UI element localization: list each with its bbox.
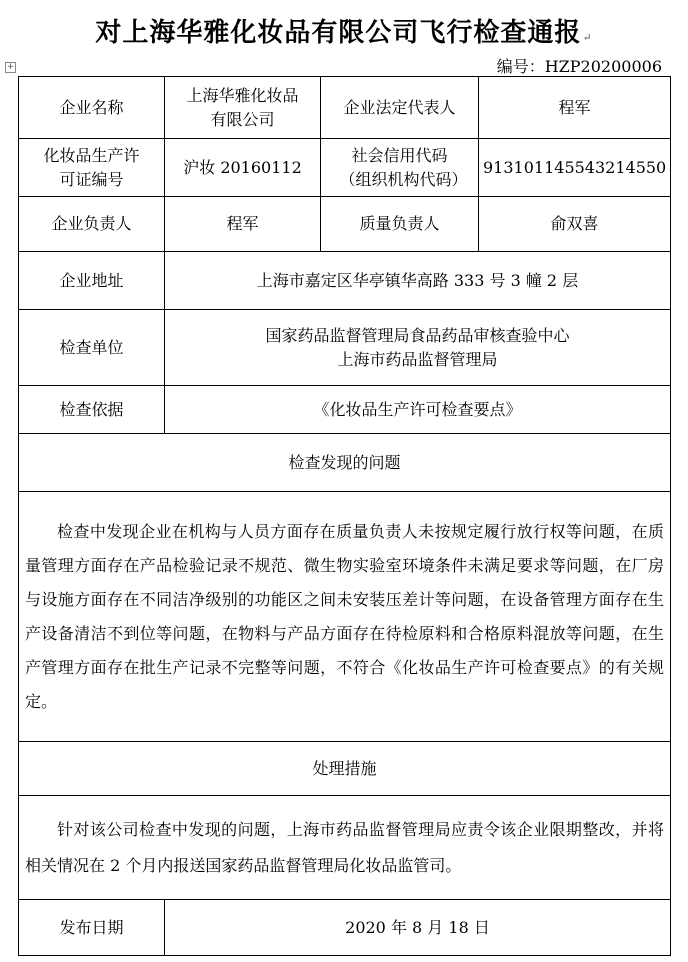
- table-row: [19, 492, 671, 742]
- table-row: [19, 252, 671, 310]
- inspector-name-1: 国家药品监督管理局食品药品审核查验中心: [265, 325, 570, 345]
- company-head-value: 程军: [165, 197, 321, 252]
- paragraph-mark-icon: ↵: [582, 31, 593, 44]
- measures-header: 处理措施: [19, 742, 671, 796]
- legal-rep-value: 程军: [479, 77, 671, 139]
- document-title: 对上海华雅化妆品有限公司飞行检查通报↵: [95, 18, 593, 48]
- document-number: 编号：HZP20200006: [496, 57, 662, 76]
- company-name-label: 企业名称: [19, 77, 165, 139]
- credit-code-value: 913101145543214550: [479, 139, 671, 197]
- inspection-report-table: [18, 76, 671, 956]
- date-label: 发布日期: [19, 900, 165, 956]
- quality-head-label: 质量负责人: [321, 197, 479, 252]
- company-name-value: 上海华雅化妆品有限公司: [165, 77, 321, 139]
- company-head-label: 企业负责人: [19, 197, 165, 252]
- address-value: 上海市嘉定区华亭镇华高路 333 号 3 幢 2 层: [165, 252, 671, 310]
- table-row: [19, 434, 671, 492]
- findings-header: 检查发现的问题: [19, 434, 671, 492]
- findings-text: 检查中发现企业在机构与人员方面存在质量负责人未按规定履行放行权等问题，在质量管理方面存在产品检验记录不规范、微生物实验室环境条件未满足要求等问题，在厂房与设施方面存在不同洁净级别的功能区之间未安装压差计等问题，在设备管理方面存在生产设备清洁不到位等问题，在物料与产品方面存在待检原料和合格原料混放等问题，在生产管理方面存在批生产记录不完整等问题，不符合《化妆品生产许可检查要点》的有关规定。: [19, 492, 671, 742]
- inspector-name-2: 上海市药品监督管理局: [337, 349, 498, 369]
- measures-text: 针对该公司检查中发现的问题，上海市药品监督管理局应责令该企业限期整改，并将相关情况在 2 个月内报送国家药品监督管理局化妆品监管司。: [19, 796, 671, 900]
- inspector-value: [165, 310, 671, 386]
- legal-rep-label: 企业法定代表人: [321, 77, 479, 139]
- license-label: 化妆品生产许可证编号: [19, 139, 165, 197]
- inspector-label: 检查单位: [19, 310, 165, 386]
- table-row: [19, 139, 671, 197]
- table-row: [19, 900, 671, 956]
- license-value: 沪妆 20160112: [165, 139, 321, 197]
- quality-head-value: 俞双喜: [479, 197, 671, 252]
- table-row: [19, 796, 671, 900]
- table-row: [19, 742, 671, 796]
- basis-value: 《化妆品生产许可检查要点》: [165, 386, 671, 434]
- table-move-handle-icon[interactable]: +: [6, 62, 15, 72]
- table-row: [19, 310, 671, 386]
- table-row: [19, 77, 671, 139]
- date-value: 2020 年 8 月 18 日: [165, 900, 671, 956]
- credit-code-label: 社会信用代码（组织机构代码）: [321, 139, 479, 197]
- table-row: [19, 197, 671, 252]
- basis-label: 检查依据: [19, 386, 165, 434]
- address-label: 企业地址: [19, 252, 165, 310]
- table-row: [19, 386, 671, 434]
